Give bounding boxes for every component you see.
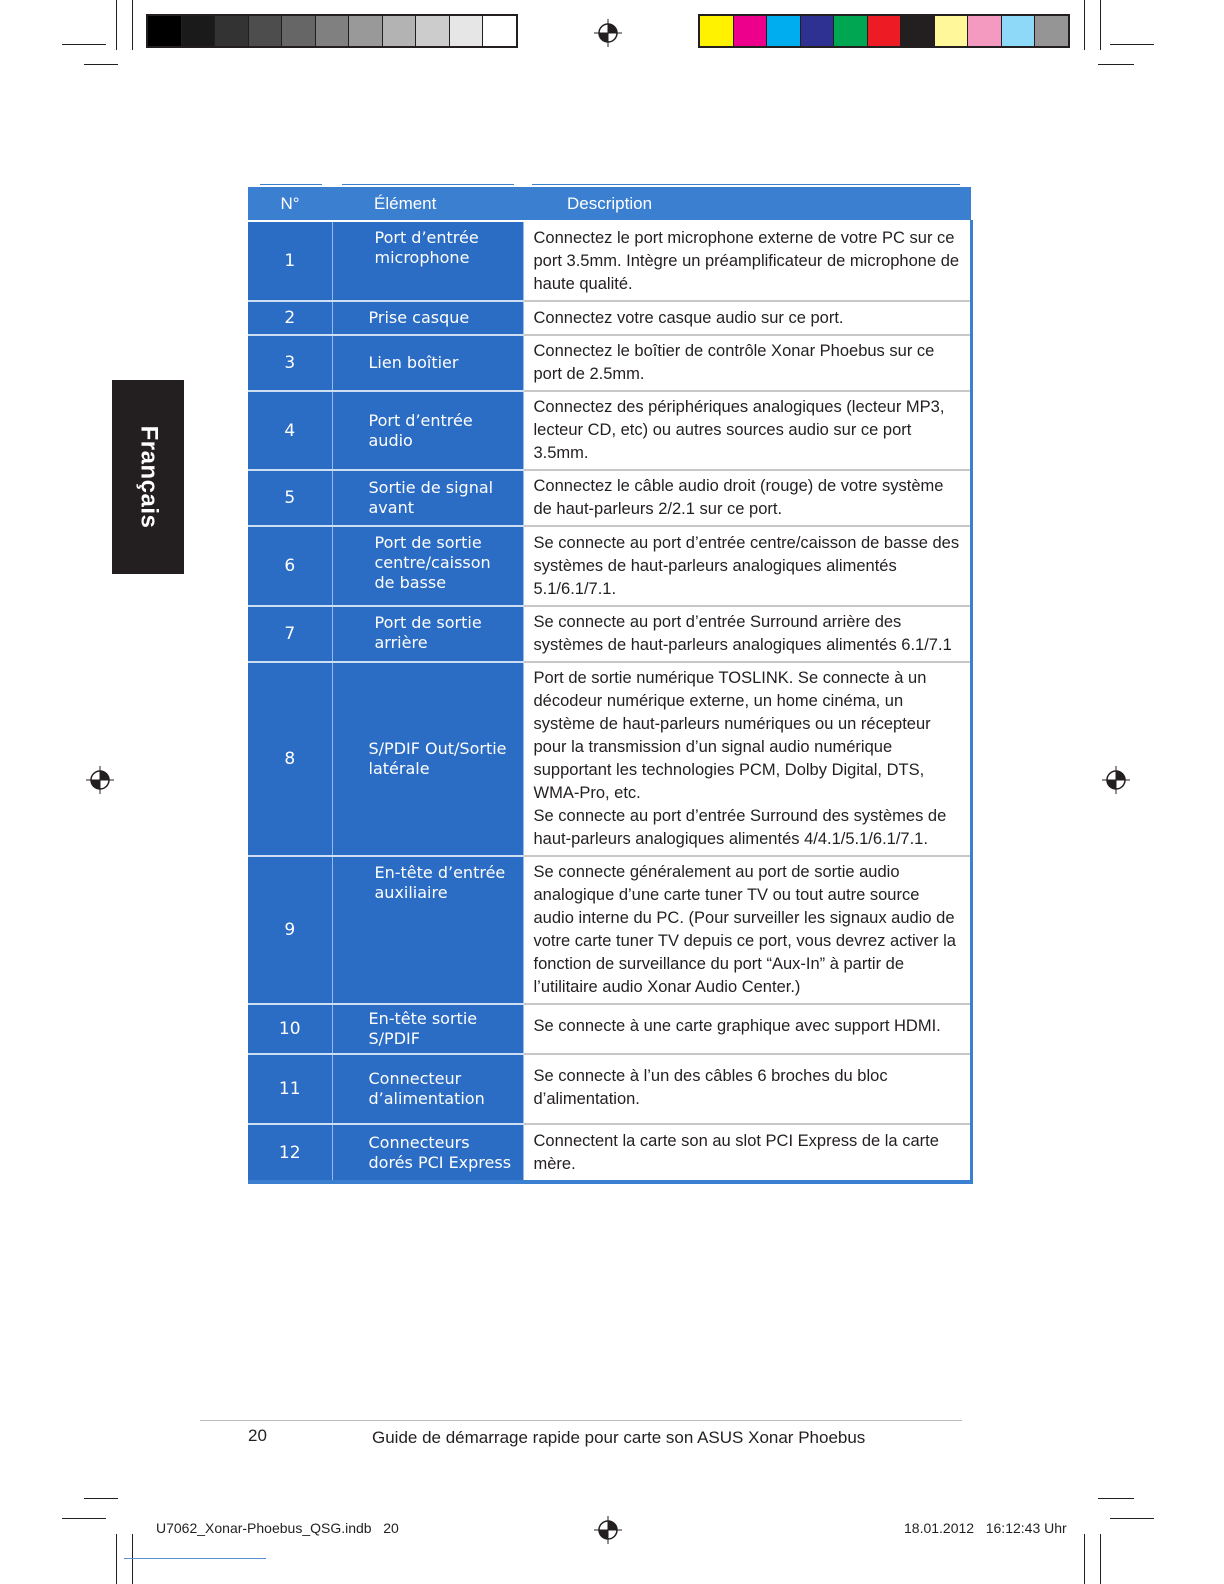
color-swatch: [483, 16, 516, 46]
crop-mark: [1098, 1498, 1134, 1499]
crop-mark: [1110, 44, 1154, 45]
description-paragraph: Connectez le boîtier de contrôle Xonar Phoebus sur ce port de 2.5mm.: [533, 342, 935, 383]
row-description: [523, 470, 971, 526]
row-number: 9: [248, 856, 332, 1004]
description-paragraph: Port de sortie numérique TOSLINK. Se connecte à un décodeur numérique externe, un home cinéma, un système de haut-parleurs numériques ou un récepteur pour la transmission d’un signal audio numérique supportant les technologies PCM, Dolby Digital, DTS, WMA-Pro, etc.: [533, 669, 931, 802]
color-swatch: [215, 16, 249, 46]
color-swatch: [450, 16, 484, 46]
row-description: [523, 1004, 971, 1054]
crop-mark: [1110, 1518, 1154, 1519]
grayscale-bar: [146, 14, 518, 48]
description-paragraph: Connectez des périphériques analogiques (lecteur MP3, lecteur CD, etc) ou autres sources audio sur ce port 3.5mm.: [533, 398, 945, 462]
color-swatch: [767, 16, 801, 46]
header-rule: [342, 184, 514, 185]
row-element: En-tête d’entrée auxiliaire: [332, 856, 523, 1004]
crop-mark: [62, 44, 106, 45]
description-paragraph: Se connecte généralement au port de sortie audio analogique d’une carte tuner TV ou tout autre source audio interne du PC. (Pour surveiller les signaux audio de votre carte tuner TV depuis ce port, vous devrez activer la fonction de surveillance du port “Aux-In” à partir de l’utilitaire audio Xonar Audio Center.): [533, 863, 956, 996]
page-number: 20: [248, 1426, 267, 1445]
row-element: Port d’entrée audio: [332, 391, 523, 470]
row-description: [523, 606, 971, 662]
crop-mark: [132, 1534, 133, 1584]
color-swatch: [182, 16, 216, 46]
description-paragraph: Se connecte au port d’entrée Surround arrière des systèmes de haut-parleurs analogiques alimentés 6.1/7.1: [533, 613, 952, 654]
header-rule: [532, 184, 960, 185]
row-description: [523, 1124, 971, 1182]
row-description: [523, 662, 971, 856]
description-paragraph: Se connecte au port d’entrée Surround des systèmes de haut-parleurs analogiques alimentés 4/4.1/5.1/6.1/7.1.: [533, 807, 947, 848]
color-swatch: [249, 16, 283, 46]
table-row: [248, 1054, 971, 1124]
row-number: 12: [248, 1124, 332, 1182]
table-row: [248, 1004, 971, 1054]
row-element: Prise casque: [332, 301, 523, 335]
row-number: 3: [248, 335, 332, 391]
crop-mark: [116, 0, 117, 50]
color-swatch: [801, 16, 835, 46]
row-element: Port de sortie arrière: [332, 606, 523, 662]
description-paragraph: Connectent la carte son au slot PCI Express de la carte mère.: [533, 1131, 939, 1173]
language-side-tab: [112, 380, 184, 574]
row-element: Sortie de signal avant: [332, 470, 523, 526]
table-row: [248, 662, 971, 856]
header-rule: [260, 184, 322, 185]
guide-title: Guide de démarrage rapide pour carte son ASUS Xonar Phoebus: [372, 1428, 866, 1447]
slug-datetime: 18.01.2012 16:12:43 Uhr: [904, 1520, 1067, 1536]
description-paragraph: Connectez le câble audio droit (rouge) de votre système de haut-parleurs 2/2.1 sur ce port.: [533, 477, 944, 518]
color-swatch: [968, 16, 1002, 46]
header-number: N°: [248, 187, 332, 221]
connector-table: [248, 187, 973, 1184]
description-paragraph: Se connecte à une carte graphique avec support HDMI.: [533, 1017, 941, 1035]
crop-mark: [84, 64, 118, 65]
table-header-row: [248, 187, 971, 221]
color-swatch: [868, 16, 902, 46]
row-number: 1: [248, 221, 332, 301]
color-swatch: [935, 16, 969, 46]
description-paragraph: Connectez le port microphone externe de votre PC sur ce port 3.5mm. Intègre un préamplificateur de microphone de haute qualité.: [533, 228, 960, 293]
footer-rule: [200, 1420, 962, 1421]
row-number: 5: [248, 470, 332, 526]
row-element: Connecteurs dorés PCI Express: [332, 1124, 523, 1182]
row-element: Port de sortie centre/caisson de basse: [332, 526, 523, 606]
table-row: [248, 470, 971, 526]
registration-mark-icon: [594, 19, 622, 47]
row-element: S/PDIF Out/Sortie latérale: [332, 662, 523, 856]
crop-mark: [1084, 1534, 1085, 1584]
color-swatch: [1035, 16, 1068, 46]
row-element: Port d’entrée microphone: [332, 221, 523, 301]
color-bar: [698, 14, 1070, 48]
row-number: 11: [248, 1054, 332, 1124]
table-row: [248, 526, 971, 606]
registration-mark-icon: [86, 766, 114, 794]
crop-mark: [116, 1534, 117, 1584]
color-swatch: [901, 16, 935, 46]
row-element: Lien boîtier: [332, 335, 523, 391]
table-row: [248, 1124, 971, 1182]
row-number: 2: [248, 301, 332, 335]
row-element: En-tête sortie S/PDIF: [332, 1004, 523, 1054]
color-swatch: [148, 16, 182, 46]
table-row: [248, 221, 971, 301]
color-swatch: [349, 16, 383, 46]
color-swatch: [416, 16, 450, 46]
row-description: [523, 335, 971, 391]
crop-mark: [1100, 0, 1101, 50]
row-description: [523, 221, 971, 301]
color-swatch: [700, 16, 734, 46]
row-number: 6: [248, 526, 332, 606]
language-label: Français: [135, 425, 162, 529]
table-row: [248, 391, 971, 470]
crop-mark: [1098, 64, 1134, 65]
row-number: 7: [248, 606, 332, 662]
header-description: Description: [523, 187, 971, 221]
header-element: Élément: [332, 187, 523, 221]
registration-mark-icon: [1102, 766, 1130, 794]
color-swatch: [282, 16, 316, 46]
crop-mark: [62, 1518, 106, 1519]
crop-mark: [1084, 0, 1085, 50]
description-paragraph: Se connecte à l’un des câbles 6 broches du bloc d’alimentation.: [533, 1067, 888, 1108]
description-paragraph: Se connecte au port d’entrée centre/caisson de basse des systèmes de haut-parleurs analogiques alimentés 5.1/6.1/7.1.: [533, 533, 960, 598]
table-row: [248, 606, 971, 662]
table-row: [248, 856, 971, 1004]
row-description: [523, 1054, 971, 1124]
row-number: 10: [248, 1004, 332, 1054]
row-description: [523, 526, 971, 606]
row-number: 8: [248, 662, 332, 856]
row-element: Connecteur d’alimentation: [332, 1054, 523, 1124]
slug-filename: U7062_Xonar-Phoebus_QSG.indb 20: [156, 1520, 399, 1536]
crop-mark: [84, 1498, 118, 1499]
crop-mark: [132, 0, 133, 50]
description-paragraph: Connectez votre casque audio sur ce port.: [533, 308, 844, 327]
crop-mark: [1100, 1534, 1101, 1584]
color-swatch: [734, 16, 768, 46]
table-row: [248, 301, 971, 335]
registration-mark-icon: [594, 1516, 622, 1544]
row-description: [523, 301, 971, 335]
color-swatch: [383, 16, 417, 46]
row-description: [523, 856, 971, 1004]
row-number: 4: [248, 391, 332, 470]
color-swatch: [1002, 16, 1036, 46]
color-swatch: [316, 16, 350, 46]
table-row: [248, 335, 971, 391]
color-swatch: [834, 16, 868, 46]
row-description: [523, 391, 971, 470]
slug-underline: [124, 1558, 266, 1559]
